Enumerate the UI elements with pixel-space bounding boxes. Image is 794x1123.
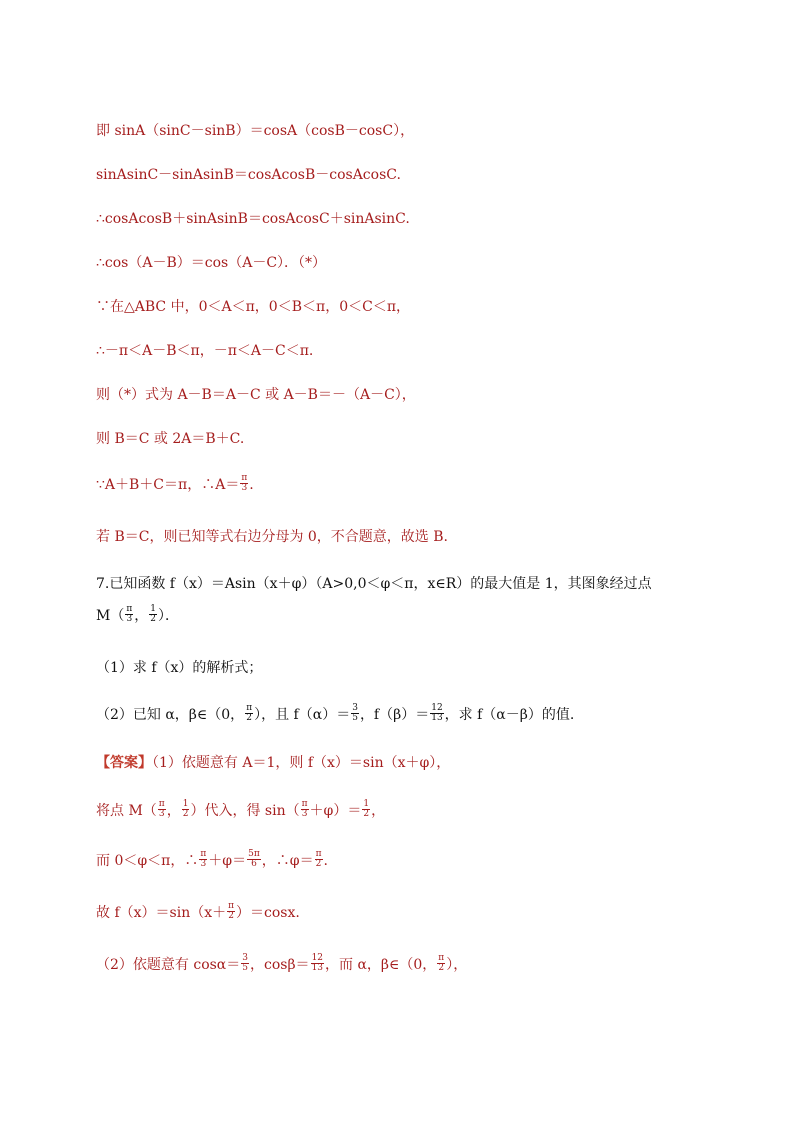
fraction: $\frac{3}{5}$ xyxy=(242,952,248,973)
fraction: $\frac{3}{5}$ xyxy=(352,702,358,723)
solution-line-10: 若 B＝C，则已知等式右边分母为 0，不合题意，故选 B. xyxy=(96,529,448,545)
solution-line-6: ∴－π＜A－B＜π，－π＜A－C＜π. xyxy=(96,343,314,359)
solution-line-4: ∴cos（A－B）＝cos（A－C）．（*） xyxy=(96,255,327,271)
fraction: $\frac{\pi}{3}$ xyxy=(301,798,308,819)
solution-line-8: 则 B＝C 或 2A＝B＋C. xyxy=(96,431,245,447)
fraction: $\frac{\pi}{3}$ xyxy=(200,848,207,869)
fraction: $\frac{1}{2}$ xyxy=(150,603,156,624)
question-7-part-1: （1）求 f（x）的解析式； xyxy=(96,660,263,676)
solution-line-9 xyxy=(96,472,254,495)
solution-line-2: sinAsinC－sinAsinB＝cosAcosB－cosAcosC. xyxy=(96,167,401,183)
fraction: $\frac{5\pi}{6}$ xyxy=(248,848,260,869)
fraction: $\frac{\pi}{2}$ xyxy=(228,900,235,921)
fraction: $\frac{\pi}{2}$ xyxy=(438,952,445,973)
fraction: $\frac{12}{13}$ xyxy=(431,702,443,723)
solution-line-1: 即 sinA（sinC－sinB）＝cosA（cosB－cosC）， xyxy=(96,123,415,139)
fraction: $\frac{\pi}{3}$ xyxy=(158,798,165,819)
question-7-line-2: M（ $\frac{\pi}{3}$ ， $\frac{1}{2}$ ）． xyxy=(96,603,179,624)
answer-line-3: 而 0＜φ＜π，∴ $\frac{\pi}{3}$ ＋φ＝ $\frac{5\pi}{6}$ ，∴φ＝ $\frac{\pi}{2}$ . xyxy=(96,848,328,869)
fraction: $\frac{1}{2}$ xyxy=(363,798,370,819)
solution-line-7: 则（*）式为 A－B＝A－C 或 A－B＝－（A－C）， xyxy=(96,387,416,403)
fraction: $\frac{12}{13}$ xyxy=(311,952,324,973)
fraction: $\frac{\pi}{3}$ xyxy=(241,472,248,493)
question-7-line-1: 7.已知函数 f（x）＝Asin（x＋φ）（A>0,0＜φ＜π，x∈R）的最大值是 1，其图象经过点 xyxy=(96,576,652,592)
solution-line-5: ∵在△ABC 中，0＜A＜π，0＜B＜π，0＜C＜π， xyxy=(96,299,411,315)
fraction: $\frac{\pi}{3}$ xyxy=(126,603,133,624)
question-7-part-2: （2）已知 α，β∈（0， $\frac{\pi}{2}$ ），且 f（α）＝ $\frac{3}{5}$ ，f（β）＝ $\frac{12}{13}$ ，求 f（α－β）的值. xyxy=(96,702,575,723)
answer-line-1: 【答案】（1）依题意有 A＝1，则 f（x）＝sin（x＋φ）， xyxy=(96,755,451,771)
fraction: $\frac{\pi}{2}$ xyxy=(246,702,253,723)
answer-tag: 【答案】 xyxy=(96,755,152,771)
answer-line-5: （2）依题意有 cosα＝ $\frac{3}{5}$ ，cosβ＝ $\frac{12}{13}$ ，而 α，β∈（0， $\frac{\pi}{2}$ ）， xyxy=(96,952,468,973)
answer-line-4: 故 f（x）＝sin（x＋ $\frac{\pi}{2}$ ）＝cosx. xyxy=(96,900,300,921)
text: . xyxy=(249,477,254,493)
solution-line-3: ∴cosAcosB＋sinAsinB＝cosAcosC＋sinAsinC. xyxy=(96,211,410,227)
fraction: $\frac{1}{2}$ xyxy=(182,798,189,819)
text: ∵A＋B＋C＝π，∴A＝ xyxy=(96,477,240,493)
fraction: $\frac{\pi}{2}$ xyxy=(315,848,322,869)
answer-line-2: 将点 M（ $\frac{\pi}{3}$ ， $\frac{1}{2}$ ）代入，得 sin（ $\frac{\pi}{3}$ ＋φ）＝ $\frac{1}{2}$ ， xyxy=(96,798,386,819)
